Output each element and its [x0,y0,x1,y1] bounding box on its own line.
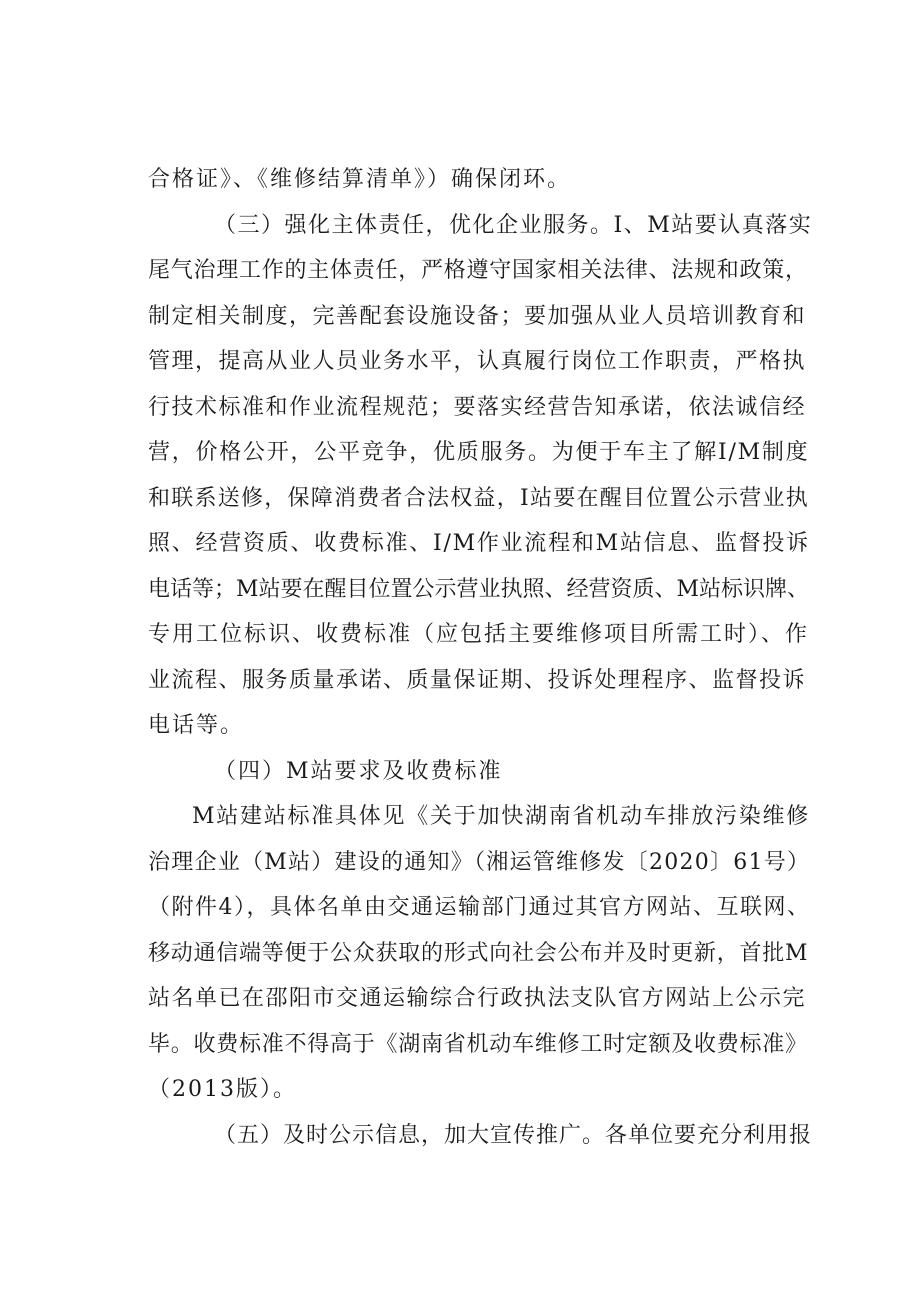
paragraph-line: 毕。收费标准不得高于《湖南省机动车维修工时定额及收费标准》 [148,1031,808,1057]
paragraph-line: 电话等；M站要在醒目位置公示营业执照、经营资质、M站标识牌、 [148,576,810,602]
paragraph-line: 移动通信端等便于公众获取的形式向社会公布并及时更新，首批M [148,940,809,966]
paragraph-line: 合格证》、《维修结算清单》）确保闭环。 [148,167,572,192]
section-heading-five: （五）及时公示信息，加大宣传推广。各单位要充分利用报 [214,1122,813,1148]
paragraph-line: M站建站标准具体见《关于加快湖南省机动车排放污染维修 [192,804,811,829]
paragraph-line: （附件4），具体名单由交通运输部门通过其官方网站、互联网、 [148,895,811,920]
paragraph-line: 照、经营资质、收费标准、I/M作业流程和M站信息、监督投诉 [148,531,810,556]
paragraph-line: 营，价格公开，公平竞争，优质服务。为便于车主了解I/M制度 [148,440,810,465]
paragraph-line: 业流程、服务质量承诺、质量保证期、投诉处理程序、监督投诉 [148,667,807,693]
paragraph-line: 专用工位标识、收费标准（应包括主要维修项目所需工时）、作 [148,622,810,647]
paragraph-line: 和联系送修，保障消费者合法权益，I站要在醒目位置公示营业执 [148,485,809,511]
paragraph-line: 行技术标准和作业流程规范；要落实经营告知承诺，依法诚信经 [148,394,807,420]
paragraph-line: 尾气治理工作的主体责任，严格遵守国家相关法律、法规和政策， [148,258,808,283]
paragraph-line: 电话等。 [148,713,245,738]
paragraph-line: （2013版）。 [148,1077,297,1102]
paragraph-line: 管理，提高从业人员业务水平，认真履行岗位工作职责，严格执 [148,349,807,374]
paragraph-line: 治理企业（M站）建设的通知》（湘运管维修发〔2020〕61号） [148,849,811,875]
paragraph-line: 制定相关制度，完善配套设施设备；要加强从业人员培训教育和 [148,303,807,329]
paragraph-line: 站名单已在邵阳市交通运输综合行政执法支队官方网站上公示完 [148,986,807,1011]
section-heading-three: （三）强化主体责任，优化企业服务。I、M站要认真落实 [214,212,813,238]
section-heading-four: （四）M站要求及收费标准 [214,758,503,784]
document-body [148,157,812,1158]
